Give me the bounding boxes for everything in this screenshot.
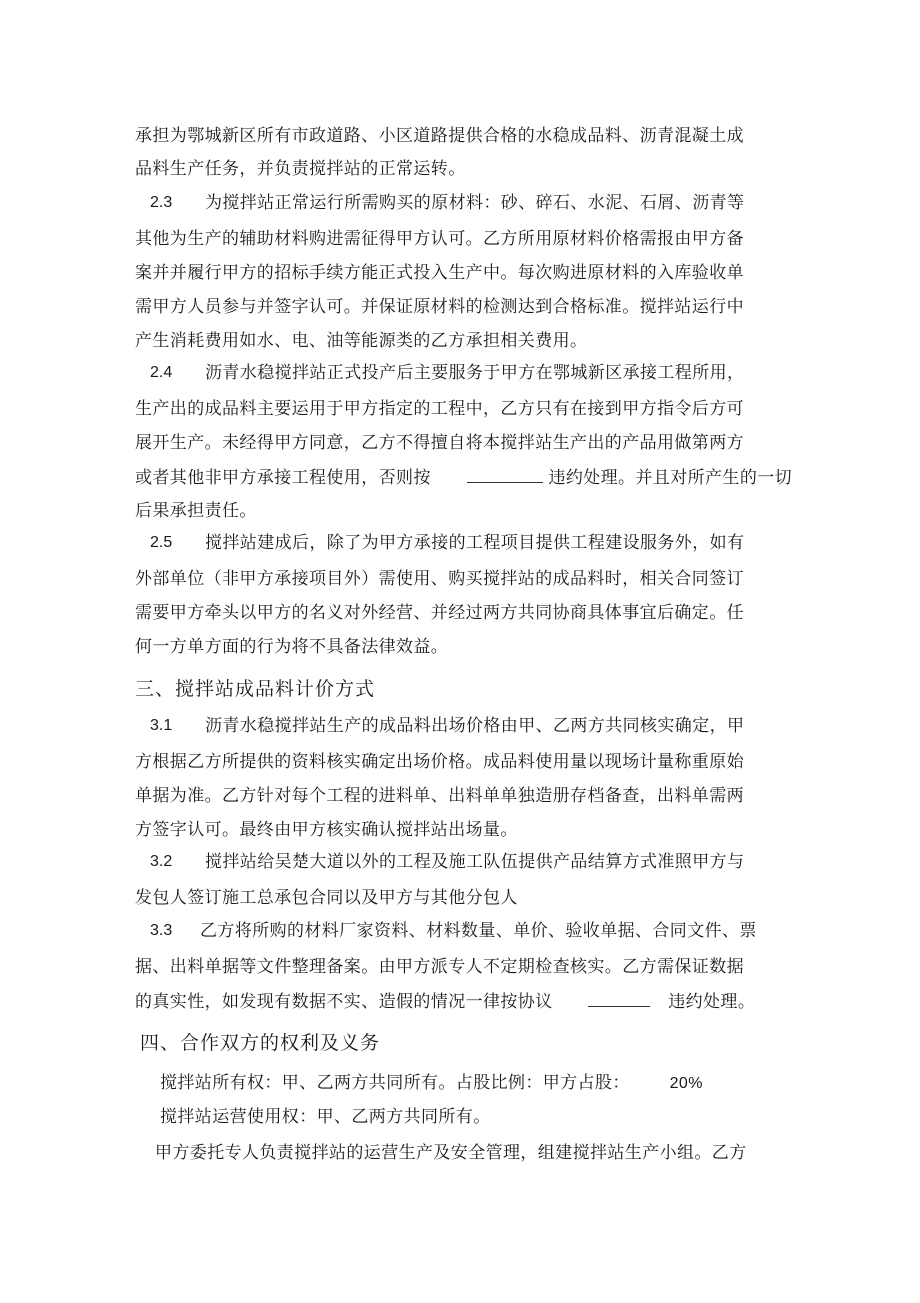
clause-number: 3.2 xyxy=(150,853,173,870)
paragraph-line: 承担为鄂城新区所有市政道路、小区道路提供合格的水稳成品料、沥青混凝土成 xyxy=(135,126,744,146)
paragraph-line: 单据为准。乙方针对每个工程的进料单、出料单单独造册存档备查，出料单需两 xyxy=(135,786,744,806)
paragraph-line xyxy=(135,990,755,1013)
paragraph-line: 搅拌站运营使用权：甲、乙两方共同所有。 xyxy=(160,1107,491,1127)
paragraph-text: 违约处理。并且对所产生的一切 xyxy=(548,468,793,488)
clause-number: 2.4 xyxy=(150,364,173,381)
paragraph-line: 甲方委托专人负责搅拌站的运营生产及安全管理，组建搅拌站生产小组。乙方 xyxy=(155,1143,747,1163)
paragraph-line: 后果承担责任。 xyxy=(135,501,257,521)
paragraph-line: 案并并履行甲方的招标手续方能正式投入生产中。每次购进原材料的入库验收单 xyxy=(135,263,744,283)
paragraph-line: 据、出料单据等文件整理备案。由甲方派专人不定期检查核实。乙方需保证数据 xyxy=(135,957,744,977)
clause-number: 3.1 xyxy=(150,717,173,734)
paragraph-line xyxy=(160,1072,703,1095)
clause-number: 2.5 xyxy=(150,534,173,551)
clause-number: 2.3 xyxy=(150,194,173,211)
fill-in-blank xyxy=(467,466,543,483)
paragraph-line: 产生消耗费用如水、电、油等能源类的乙方承担相关费用。 xyxy=(135,331,588,351)
share-percentage: 20% xyxy=(669,1075,703,1092)
paragraph-line: 品料生产任务，并负责搅拌站的正常运转。 xyxy=(135,159,466,179)
paragraph-line: 生产出的成品料主要运用于甲方指定的工程中，乙方只有在接到甲方指令后方可 xyxy=(135,399,744,419)
section-heading: 三、搅拌站成品料计价方式 xyxy=(135,678,376,700)
paragraph-line: 方签字认可。最终由甲方核实确认搅拌站出场量。 xyxy=(135,820,518,840)
paragraph-line: 乙方将所购的材料厂家资料、材料数量、单价、验收单据、合同文件、票 xyxy=(200,921,757,941)
paragraph-line: 为搅拌站正常运行所需购买的原材料：砂、碎石、水泥、石屑、沥青等 xyxy=(205,193,745,213)
paragraph-line: 沥青水稳搅拌站生产的成品料出场价格由甲、乙两方共同核实确定，甲 xyxy=(205,716,745,736)
paragraph-line: 搅拌站建成后，除了为甲方承接的工程项目提供工程建设服务外，如有 xyxy=(205,533,745,553)
paragraph-text: 或者其他非甲方承接工程使用，否则按 xyxy=(135,468,431,488)
paragraph-line: 需甲方人员参与并签字认可。并保证原材料的检测达到合格标准。搅拌站运行中 xyxy=(135,297,744,317)
paragraph-line: 何一方单方面的行为将不具备法律效益。 xyxy=(135,637,449,657)
paragraph-line: 其他为生产的辅助材料购进需征得甲方认可。乙方所用原材料价格需报由甲方备 xyxy=(135,229,744,249)
paragraph-line: 外部单位（非甲方承接项目外）需使用、购买搅拌站的成品料时，相关合同签订 xyxy=(135,569,744,589)
section-heading: 四、合作双方的权利及义务 xyxy=(140,1032,381,1054)
paragraph-line: 沥青水稳搅拌站正式投产后主要服务于甲方在鄂城新区承接工程所用， xyxy=(205,363,745,383)
paragraph-text: 违约处理。 xyxy=(668,992,756,1012)
paragraph-line: 发包人签订施工总承包合同以及甲方与其他分包人 xyxy=(135,888,518,908)
fill-in-blank xyxy=(588,990,650,1007)
paragraph-line: 展开生产。未经得甲方同意，乙方不得擅自将本搅拌站生产出的产品用做第两方 xyxy=(135,433,744,453)
clause-number: 3.3 xyxy=(150,922,173,939)
paragraph-line: 方根据乙方所提供的资料核实确定出场价格。成品料使用量以现场计量称重原始 xyxy=(135,752,744,772)
paragraph-text: 搅拌站所有权：甲、乙两方共同所有。占股比例：甲方占股： xyxy=(160,1073,630,1093)
paragraph-line: 搅拌站给吴楚大道以外的工程及施工队伍提供产品结算方式准照甲方与 xyxy=(205,852,745,872)
paragraph-text: 的真实性，如发现有数据不实、造假的情况一律按协议 xyxy=(135,992,553,1012)
paragraph-line xyxy=(135,466,792,489)
paragraph-line: 需要甲方牵头以甲方的名义对外经营、并经过两方共同协商具体事宜后确定。任 xyxy=(135,603,744,623)
